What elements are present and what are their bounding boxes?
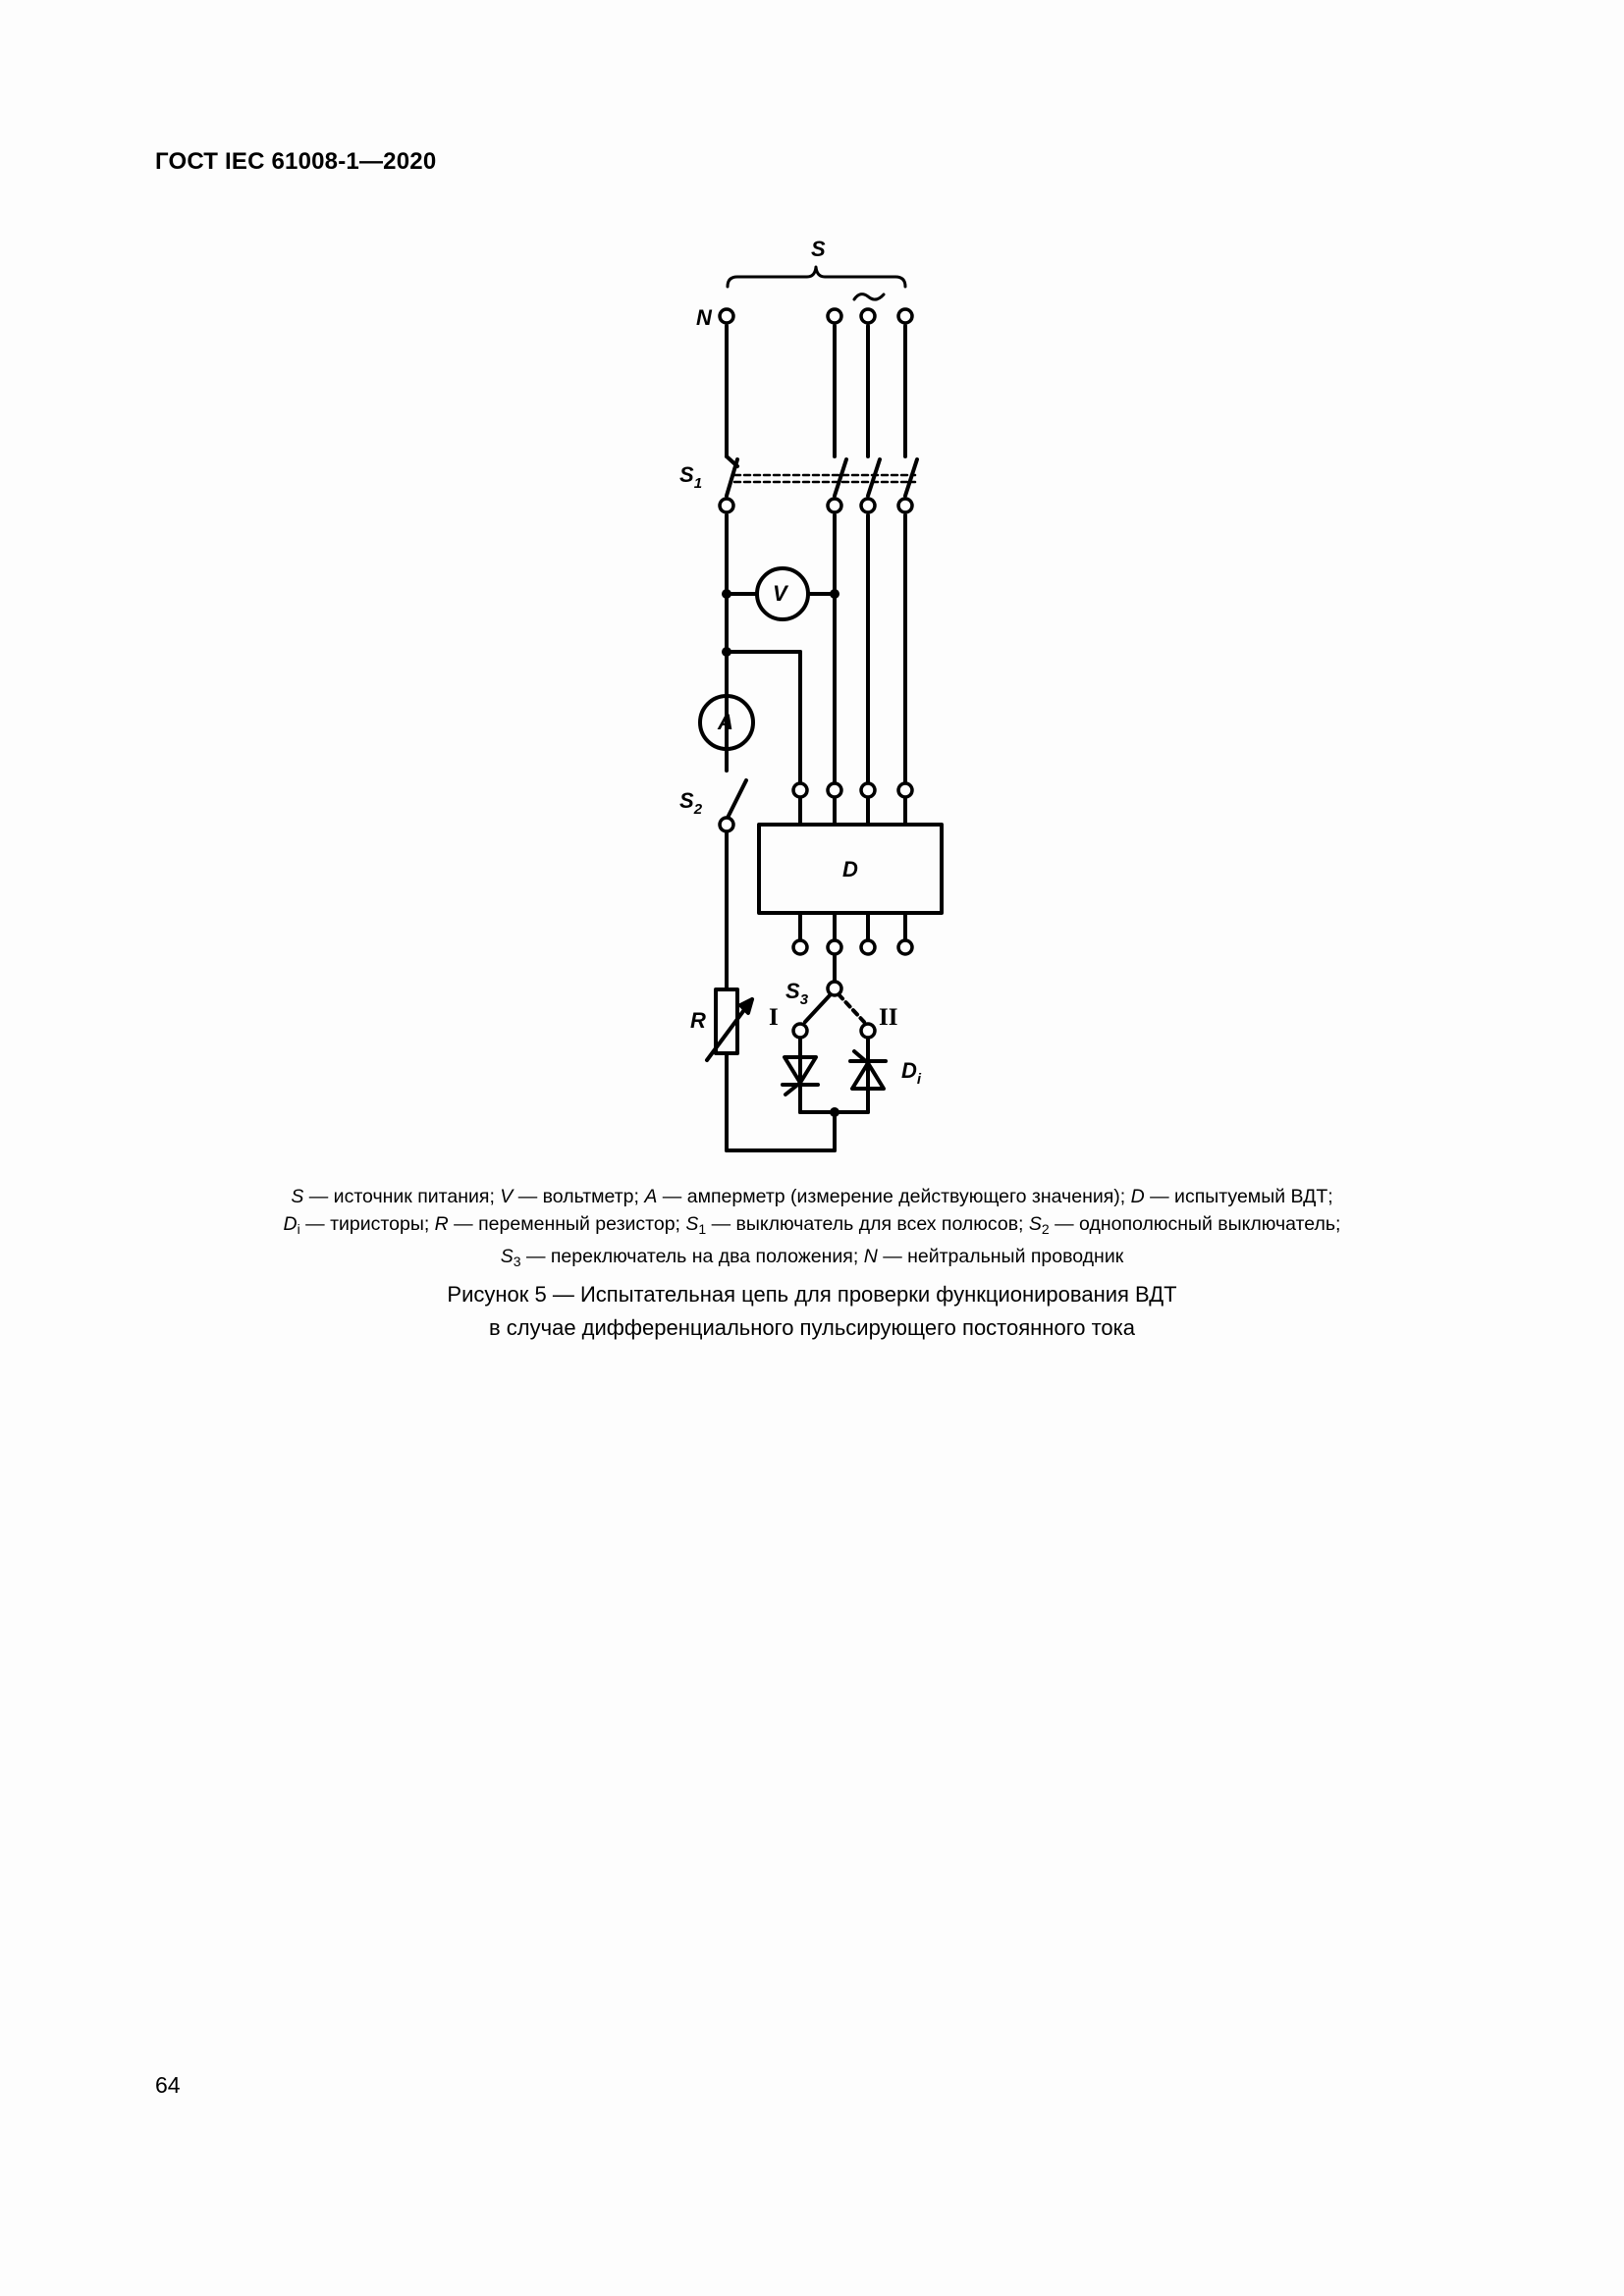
label-thyristors: $D_i$ [901,1058,922,1088]
caption-line-2: в случае дифференциального пульсирующего постоянного тока [488,1315,1135,1340]
label-position-one: I [769,1004,779,1031]
terminal-n [720,309,733,323]
label-resistor: R [690,1008,706,1033]
ac-tilde [854,294,884,299]
legend-line-1: S — источник питания; V — вольтметр; A — амперметр (измерение действующего значения); D — испытуемый ВДТ; [291,1186,1333,1207]
label-ammeter: A [718,710,733,734]
label-voltmeter: V [773,581,787,606]
legend-line-3: $S_3$ — переключатель на два положения; N — нейтральный проводник [500,1246,1124,1269]
figure-legend [147,1183,1477,1275]
page-number: 64 [155,2072,181,2098]
caption-line-1: Рисунок 5 — Испытательная цепь для проверки функционирования ВДТ [447,1282,1177,1307]
figure-caption [147,1278,1477,1345]
s2-blade [727,780,746,820]
label-position-two: II [879,1004,898,1031]
label-s3: $S_3$ [785,979,809,1008]
s1-blade-phase1 [835,459,846,496]
label-neutral: N [696,305,712,330]
label-source: S [811,237,826,261]
terminal-l1 [828,309,841,323]
document-header: ГОСТ IEC 61008-1—2020 [155,148,437,175]
s3-blade-two-dashed [839,994,864,1022]
s1-blade-phase3 [905,459,917,496]
legend-line-2: $D_i$ — тиристоры; R — переменный резистор; $S_1$ — выключатель для всех полюсов; $S_2$ — однополюсный выключатель; [283,1213,1341,1237]
terminal-l3 [898,309,912,323]
label-s2: $S_2$ [679,788,703,818]
s1-blade-phase2 [868,459,880,496]
terminal-l2 [861,309,875,323]
label-s1: $S_1$ [679,462,703,492]
label-device: D [842,857,858,881]
source-brace [728,267,905,287]
s3-blade-one [805,994,831,1022]
